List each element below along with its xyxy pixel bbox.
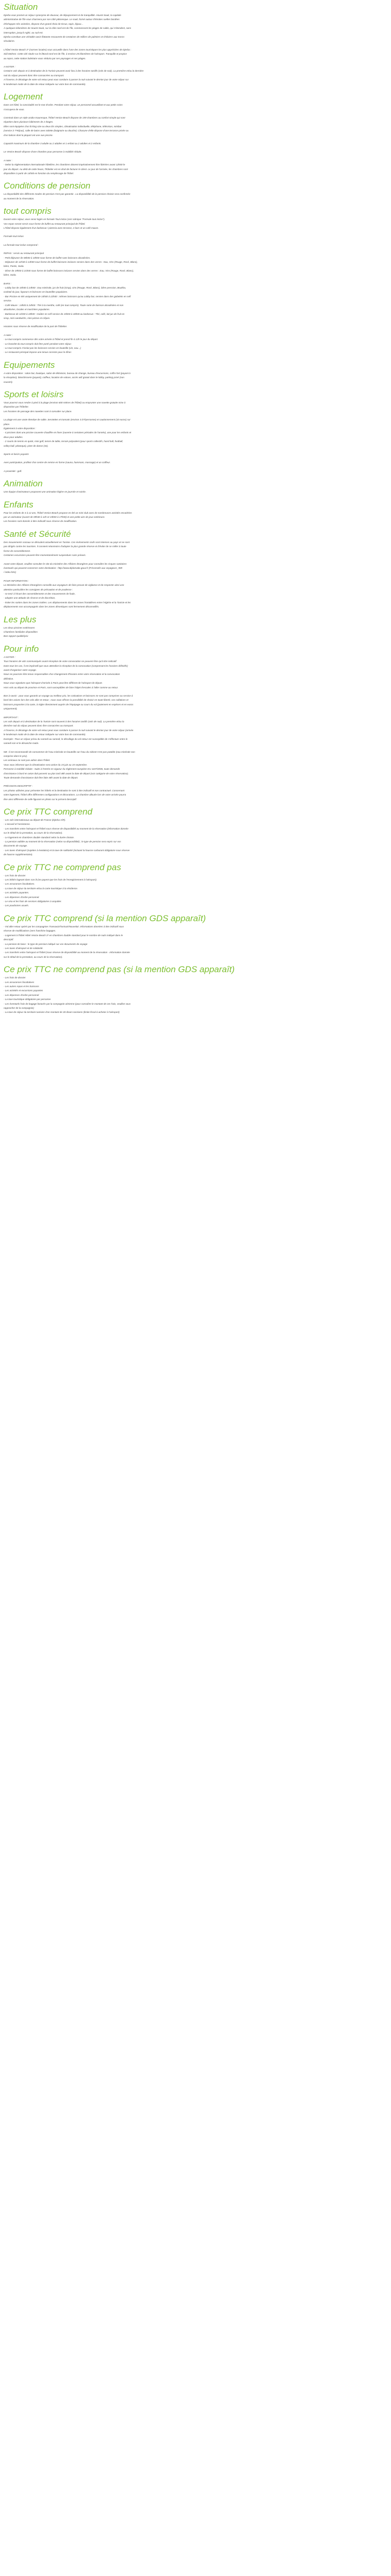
section-ce-prix-ttc-comprend: [4, 807, 387, 857]
paragraph-gap: [4, 320, 387, 325]
section-title: Enfants: [4, 499, 34, 510]
text-line: - adopter une attitude de réserve et de discrétion,: [4, 597, 56, 600]
text-line: dernière nuit du séjour peuvent donc être consacrées au transport.: [4, 724, 74, 727]
text-line: Tous horaires de vols communiqués avant réception de votre convocation ne peuvent être qu'à titre indicatif.: [4, 660, 117, 663]
text-line: Bon à savoir : pour vous garantir un voyage au meilleur prix, les cotisations et boissons ne sont pas comprises ou service à: [4, 694, 133, 698]
text-line: - La taxe de séjour du territoire et/ou la carte touristique à la résidence.: [4, 887, 78, 890]
text-line: - Selon la réglementation internationale hôtelière, les chambres doivent impérativement être libérées avant 12h00 le: [4, 163, 125, 166]
text-line: - Déjeuner de 12h30 à 14h00 sous forme de buffet boissons incluses servies dans des verres : Eau, Vins (Rouge, Rosé, Blanc),: [4, 261, 138, 264]
text-line: - Dîner de 19h00 à 21h00 sous forme de buffet boissons incluses servies dans des verres : Eau, Vins (Rouge, Rosé, Blanc),: [4, 269, 134, 272]
section-equipements: [4, 360, 387, 384]
text-line: Sidi Mahrez. Cette cité située sur le littoral nord-est de l'île, à environ 25 kilomètres de l'aéroport. Tranquille et propice: [4, 53, 127, 56]
text-line: disposition par l'hôtelier.: [4, 405, 29, 409]
section-les-plus: [4, 615, 387, 639]
section-title: Pour info: [4, 643, 39, 654]
text-line: - Les taxes d'aéroport (sujettes à évolution) et la taxe de solidarité (incluant la hausse carburant obligatoire sous réserve: [4, 849, 130, 852]
text-line: de hausse supplémentaire).: [4, 853, 33, 856]
paragraph-gap: [4, 61, 387, 65]
text-line: votre logement, l'hôtel offre différentes configurations et décorations. La chambre allouée lors de votre arrivée pourra: [4, 793, 126, 796]
text-line: - Bar Piscine en été uniquement de 10h00 à 22h00 : mêmes boissons qu'au Lobby bar, servies dans des gobelets en self: [4, 295, 131, 298]
text-line: La plage est une vaste étendue de sable. Serviettes et transats (environ 3 DT/personne) et cautionnement (10 euros) sur: [4, 418, 131, 421]
text-line: A l'inverse, le décalage de votre vol retour peut vous conduire à passer la nuit suivant le dernier jour de votre séjour (arrivée: [4, 728, 134, 732]
text-line: NB : il est recommandé de consommer de l'eau minérale en bouteille car l'eau du robinet n'est pas potable (eau minérale non: [4, 750, 135, 753]
text-line: - Les éventuels frais de bagage facturés par la compagnie aérienne (pour connaître le montant de ces frais, veuillez vous: [4, 1002, 131, 1005]
text-line: Vous pourrez vous rendre à pied à la plage (environ 600 mètres de l'hôtel) ou emprunter une navette gratuite mise à: [4, 401, 126, 404]
text-line: A proximité : golf.: [4, 469, 22, 472]
text-line: uniquement).: [4, 707, 18, 710]
paragraph-gap: [4, 230, 387, 234]
section-logement: [4, 92, 387, 176]
section-ce-prix-ttc-ne-comprend-pas: [4, 862, 387, 908]
text-line: - Le restaurant principal impose une tenue correcte pour le dîner.: [4, 351, 72, 354]
section-title: Equipements: [4, 360, 55, 370]
text-line: Les animaux ne sont pas admis dans l'hôtel.: [4, 759, 51, 762]
text-line: Les horaires sont donnés à titre indicatif sous réserve de modification.: [4, 520, 77, 523]
paragraph-gap: [4, 414, 387, 418]
text-line: A noter :: [4, 333, 13, 336]
section-title: Situation: [4, 2, 38, 12]
text-line: Vos repas seront servis sous forme de buffet au restaurant principal de l'hôtel.: [4, 222, 86, 225]
text-line: Horaires sous réserve de modification de la part de l'hôtelier.: [4, 325, 68, 328]
text-line: Djerba vous promet un séjour synonyme de douceur, de dépaysement et de tranquillité. Houmt Souk, la capitale: [4, 14, 121, 16]
text-line: A NOTER :: [4, 65, 15, 69]
text-line: - La taxe de séjour du territoire tunisien d'un montant de 30 dinars tunisiens (limite fiscal à acheter à l'aéroport): [4, 1011, 120, 1014]
text-line: au repos, cette station balnéaire vous séduira par ses paysages et ses plages.: [4, 57, 86, 60]
text-line: couvert).: [4, 380, 13, 383]
text-line: le lendemain matin de la date de retour indiquée sur votre bon de commande).: [4, 82, 86, 86]
text-line: avant d'organiser votre voyage.: [4, 669, 37, 671]
text-line: - se tenir à l'écart des rassemblements et des mouvements de foule,: [4, 592, 76, 595]
text-line: - Café Maure : 14h00 à 24h00 : Thé à la menthe, café (en tout compris). Toute sorte de boisson alcoolisées et non: [4, 303, 124, 307]
text-line: (service à ??€/jour), salle de bains avec toilette (baignoire ou douche). Chacune d'elle dispose d'une terrasse privée ou: [4, 129, 129, 132]
text-line: La disponibilité des différents modes de pension n'est pas garantie . La disponibilité de la pension choisie sera confirmée: [4, 193, 131, 196]
text-line: deux pour adultes.: [4, 435, 23, 438]
paragraph-gap: [4, 465, 387, 469]
text-line: - Petit déjeuner de 06h00 à 10h00 sous forme de buffet sans boissons alcoolisées.: [4, 256, 91, 259]
text-line: A NOTER :: [4, 655, 15, 658]
text-line: - Les vols internationaux au départ de France (Djerba A/R).: [4, 818, 66, 821]
text-line: - 2 courts de tennis en quick, mini golf, tennis de table, terrain polyvalent (pour sports collectifs, hand ball, football,: [4, 440, 123, 443]
text-line: descriptif.: [4, 938, 14, 941]
text-line: volley-ball, pétanque), piste de danse (4e).: [4, 444, 48, 447]
text-line: Capacité maximum de la chambre 3 adulte ou 2 adultes et 1 enfant ou 2 adultes et 2 enfants.: [4, 142, 102, 145]
text-line: nuit du séjour peuvent donc être consacrées au transport.: [4, 74, 64, 77]
text-line: - La pension validée au moment de la réservation (selon sa disponibilité) ; le type de pension sera repris sur vos: [4, 840, 121, 843]
text-line: Dans cet hôtel, la convivialité est le mot d'ordre. Pendant votre séjour, un personnel accueillant et aux petits soins: [4, 104, 123, 107]
text-line: - Les activités payantes.: [4, 891, 29, 894]
text-line: Les horaires de passage des navettes sont à consulter sur place.: [4, 410, 72, 413]
text-line: Djerba constitue une véritable oasis flottante recouverte de centaines de milliers de palmiers et d'oliviers aux troncs: [4, 36, 125, 39]
text-line: PRÉCISION DESCRIPTIF :: [4, 785, 33, 788]
text-line: - Le logement en chambres double standard selon la durée choisie.: [4, 836, 75, 839]
text-line: - Les taxes d'aéroport et de solidarité.: [4, 946, 43, 950]
text-line: Formule tout inclus: [4, 235, 24, 238]
paragraph-gap: [4, 746, 387, 750]
section-title: Santé et Sécurité: [4, 529, 71, 539]
paragraph-gap: [4, 558, 387, 562]
text-line: service.: [4, 299, 12, 302]
text-line: Les vols depuis et à destination de la Tunisie sont souvent à des horaires tardifs (vols de nuit). La première et/ou la: [4, 720, 124, 723]
text-line: - Le tout compris n'inclut pas les boissons servies en bouteille (vin, eau...): [4, 346, 81, 349]
text-line: / index.htm): [4, 571, 16, 574]
text-line: - Logement à l'hôtel Hôtel Venice Beach 3* en chambres double standard pour le nombre de nuits indiqué dans le: [4, 934, 123, 937]
section-title: Ce prix TTC ne comprend pas (si la mention GDS apparaît): [4, 964, 235, 975]
text-line: - Les assurances facultatives: [4, 980, 35, 984]
text-line: Les photos utilisées pour présenter les hôtels et la destination le sont à titre indicatif et non contractuel. Concernant: [4, 789, 125, 792]
text-line: Toute demande d'assistance doit être faite 48h avant la date de départ.: [4, 776, 78, 779]
text-line: - Les frais de dossier: [4, 976, 26, 979]
text-line: Exemple : Pour un séjour prévu du samedi au samedi, le décollage du vol retour est susceptible de s'effectuer entre le: [4, 737, 128, 740]
paragraph-gap: [4, 112, 387, 116]
text-line: Chambres familiales disponibles: [4, 630, 38, 633]
text-line: Le Venice Beach dispose d'une chambre pour personne à mobilité réduite.: [4, 150, 82, 154]
text-line: - L'accueil et l'assistance.: [4, 823, 30, 826]
section-conditions-de-pension: [4, 181, 387, 201]
text-line: Durant votre séjour, vous serez logés en formule Tout Inclus (voir rubrique "Formule tout inclus").: [4, 218, 105, 221]
text-line: interruption, jusqu'à Aghir, au sud-est.: [4, 31, 43, 34]
section-ce-prix-ttc-comprend-si-la-mention-gds-appara-t: [4, 913, 387, 959]
text-line: La formule tout inclus comprend :: [4, 243, 39, 246]
text-line: - Lobby bar de 10h00 à 24h00 : Eau minérale, jus de fruit (sirop), vins (Rouge, Rosé, Blanc), bière pression, Boukha,: [4, 286, 126, 290]
section-tout-compris: [4, 206, 387, 355]
paragraph-gap: [4, 575, 387, 579]
text-line: - Les frais de dossier: [4, 874, 26, 877]
text-line: par un animateur (ouvert de 09h30 à 12h et 15h00 à 17h00) et une petite aire de jeux extérieure.: [4, 516, 105, 519]
section-title: Sports et loisirs: [4, 389, 64, 399]
section-title: Conditions de pension: [4, 181, 91, 191]
section-title: Animation: [4, 479, 43, 489]
text-line: - Vol aller-retour opéré par les compagnies Transavia/Tunisair/Nouvelair. Informations données à titre indicatif sous: [4, 925, 124, 928]
text-line: d'un balcon dont la plupart ont une vue piscine.: [4, 133, 53, 137]
paragraph-gap: [4, 239, 387, 243]
text-line: - Les autres repas et les boissons: [4, 985, 39, 988]
text-line: - La pension de base : le type de pension indiqué sur vos documents de voyage: [4, 942, 88, 945]
text-line: attention particulière les consignes de précaution et de prudence :: [4, 588, 73, 591]
text-line: place.: [4, 422, 10, 426]
text-line: IMPORTANT :: [4, 716, 19, 719]
text-line: Nous ne pourrons être tenus responsables d'un changement d'horaire entre votre réservation et la convocation: [4, 673, 120, 676]
text-line: Hors vols au départ de province et Paris, sont susceptibles de faire l'objet d'escales à l'aller comme au retour.: [4, 686, 119, 689]
text-line: - Barbecue de 11h00 à 18h00 : Goûter en self service de 15h00 à 18h00 au barbecue : Thé, café, lait jus de fruit en: [4, 312, 125, 315]
text-line: déplacements non accompagnés dans les zones désertiques sont fermement déconseillés.: [4, 605, 100, 608]
section-situation: [4, 2, 387, 87]
text-line: forme de rassemblement.: [4, 549, 31, 552]
text-line: jour du départ. Au-delà de cette heure, l'hôtelier est en droit de facturer le client. Le jour de l'arrivée, les chambres sont: [4, 167, 128, 171]
text-line: samedi soir et le dimanche matin.: [4, 742, 39, 745]
text-line: documents de voyage.: [4, 844, 28, 848]
text-line: BARS :: [4, 282, 12, 285]
text-line: sur le détail de la prestation, au cours de la réservation).: [4, 832, 63, 835]
text-line: - Les transferts entre l'aéroport et l'hôtel (sous réserve de disponibilité au moment de la réservation - Information donnée: [4, 951, 130, 954]
section-title: Ce prix TTC ne comprend pas: [4, 862, 121, 872]
text-line: sirop, mini sandwichs, mini pizzas et crêpes.: [4, 316, 51, 319]
text-line: REPAS : servis au restaurant principal: [4, 252, 44, 255]
text-line: définitive.: [4, 677, 14, 680]
text-line: POUR INFORMATION :: [4, 579, 29, 582]
text-line: d'assistance à bord en avion doit parvenir au plus tard 48h avant la date de départ (voir catégorie de votre réservation).: [4, 772, 129, 775]
paragraph-gap: [4, 138, 387, 142]
text-line: Vous vous informez que la climatisation sera active du 15 juin au 15 septembre.: [4, 763, 88, 766]
paragraph-gap: [4, 448, 387, 452]
text-line: - Le tout compris commence dès votre arrivée à l'hôtel et prend fin à 12h le jour du départ.: [4, 338, 99, 341]
section-pour-info: [4, 644, 387, 802]
text-line: bord des avions lors des vols aller et retour ; nous vous offrons la possibilité de choisir en toute liberté, vos collations et: [4, 699, 128, 702]
text-line: boissons proposées à la carte, à régler directement auprès de l'équipage ou cours du vol (paiement en espèces et en euros: [4, 703, 134, 706]
text-line: Avant votre départ, veuillez consulter le site du ministère des Affaires étrangères pour connaître les risques sanitaires: [4, 562, 127, 565]
text-line: - Les assurances facultatives.: [4, 883, 35, 886]
text-line: s'occupera de vous.: [4, 108, 25, 111]
text-line: Des mouvements sociaux se déroulent actuellement en Tunisie. Ces événements civils sont intenses au pays et ne sont: [4, 540, 130, 544]
text-line: au moment de la réservation.: [4, 197, 35, 200]
text-line: L'hôtel dispose également d'un barbecue / pizzeria avec terrasse, 2 bars et un café maure.: [4, 227, 99, 229]
text-line: Elles sont équipées d'un lit king size ou deux lits simples, climatisation individuelle, téléphone, télévision, minibar: [4, 125, 122, 128]
section-sports-et-loisirs: [4, 389, 387, 473]
text-line: - Les activités et excursions payantes: [4, 989, 43, 992]
text-line: - Le visa et les frais de services obligatoires à acquitter.: [4, 900, 62, 903]
text-line: Sports et loisirs payants: [4, 453, 29, 456]
paragraph-gap: [4, 278, 387, 282]
section-title: tout compris: [4, 206, 52, 216]
text-line: d'échoppes très animées, dispose d'un grand choix de tissus, tapis, bijoux...: [4, 22, 84, 25]
text-line: Certains vols depuis et à destination de la Tunisie peuvent avoir lieu à des horaires tardifs (vols de nuit). La première et/ou la dernière: [4, 70, 144, 73]
text-line: séculaires.: [4, 40, 15, 43]
section-enfants: [4, 500, 387, 524]
text-line: Pour les enfants de 4 à 12 ans, l'hôtel Venice Beach propose en été un mini-club avec de nombreuses activités encadrées: [4, 511, 132, 514]
paragraph-gap: [4, 711, 387, 716]
text-line: - Les dépenses d'ordre personnel.: [4, 895, 40, 899]
text-line: alcoolisées, locales et marchées populaires.: [4, 308, 50, 311]
text-line: Une équipe d'animateurs proposent une animation légère en journée et soirée.: [4, 490, 86, 494]
text-line: - Les transferts entre l'aéroport et l'hôtel sous réserve de disponibilité au moment de la réservation (information donnée: [4, 827, 128, 830]
text-line: Le Ministère des Affaires Étrangères conseille aux voyageurs de faire preuve de vigilance et de respecter ainsi une: [4, 584, 124, 587]
text-line: A noter :: [4, 159, 13, 162]
section-ce-prix-ttc-ne-comprend-pas-si-la-mention-gds-appara-t: [4, 964, 387, 1015]
text-line: bière, Soda.: [4, 274, 17, 277]
text-line: administrative de l'île vous charmera par son côté pittoresque. Le souk, formé autour d'étroites ruelles bordées: [4, 18, 120, 21]
text-line: - La taxe touristique obligatoire par personne: [4, 998, 51, 1001]
paragraph-gap: [4, 247, 387, 251]
text-line: sur le détail de la prestation, au cours de la réservation).: [4, 955, 63, 958]
text-line: disponibles à partir de 14h00 en fonction du remplissage de l'hôtel.: [4, 172, 74, 175]
text-line: Certaines excursions peuvent être momentanément suspendues sans préavis.: [4, 554, 86, 557]
text-line: - 4 piscines dont une piscine couverte chauffée en hiver (ouverte à certaines périodes de l'année), une pour les enfants et: [4, 431, 132, 434]
text-line: éventuels qui peuvent concerner votre destination : http://www.diplomatie.gouv.fr (Fr/conseils aux voyageurs_909: [4, 566, 122, 569]
text-line: Dans tous les cas, il est impératif que vous attendiez la réception de la convocation (comprenant les horaires définitifs): [4, 664, 128, 667]
text-line: Bon rapport qualité/prix: [4, 635, 28, 638]
paragraph-gap: [4, 44, 387, 48]
text-line: - éviter les sorties dans les zones isolées. Les déplacements dans les zones frontalières entre l'Algérie et la Tunisie et les: [4, 601, 131, 604]
section-title: Ce prix TTC comprend: [4, 806, 92, 817]
text-line: - Le bracelet du tout compris doit être porté pendant votre séjour.: [4, 342, 72, 345]
text-line: le lendemain matin de la date de retour indiquée sur votre bon de commande).: [4, 733, 86, 736]
text-line: Les deux piscines extérieures: [4, 626, 35, 629]
section-sant-et-s-curit: [4, 529, 387, 609]
text-line: A votre disposition : salon bar, boutique, salon de télévision, bureau de change, bureau d'excursions, coffre fort (payant à: [4, 371, 131, 375]
paragraph-gap: [4, 146, 387, 150]
section-title: Ce prix TTC comprend (si la mention GDS apparaît): [4, 913, 206, 923]
text-line: réserve de modifications (vers franchise bagages.: [4, 929, 56, 933]
text-line: À quelques kilomètres de Houmt Souk, sur la côte nord-est de l'île, commencent les plages de sable, qui s'étendent, sans: [4, 27, 132, 30]
text-line: pas dirigés contre les touristes. Il convient néanmoins d'adopter la plus grande réserve et d'éviter de se mêler à toute: [4, 545, 126, 548]
text-line: comprise dans le prix).: [4, 754, 28, 757]
text-line: Nous vous signalons que l'aéroport d'arrivée à Paris peut être différent de l'aéroport de départ.: [4, 682, 103, 685]
text-line: A l'inverse, le décalage de votre vol retour peut vous conduire à passer la nuit suivant le dernier jour de votre séjour sur: [4, 78, 129, 81]
section-title: Les plus: [4, 614, 37, 624]
paragraph-gap: [4, 690, 387, 694]
paragraph-gap: [4, 329, 387, 333]
text-line: Également à votre disposition :: [4, 427, 36, 430]
text-line: L'hôtel Venice Beach 3* (normes locales) vous accueille dans l'une des zones touristiques les plus appréciées de Djerba :: [4, 48, 132, 51]
paragraph-gap: [4, 456, 387, 461]
section-animation: [4, 479, 387, 494]
text-line: la réception), blanchisserie (payant), coiffeur, location de voiture, accès wifi gratuit dans le lobby, parking privé (non: [4, 376, 124, 379]
text-line: Personne à mobilité réduite : Suite à l'entrée en vigueur du règlement européen EU 1107/2006, toute demande: [4, 768, 120, 771]
text-line: bière, Pastis, Soda.: [4, 265, 24, 268]
text-line: cocktail du jour, liqueurs et boissons en bouteilles populaires.: [4, 291, 68, 294]
text-line: - Les bébés logeant dans son lit (ne payent que les frais de l'enregistrement à l'aéroport).: [4, 878, 97, 882]
section-title: Logement: [4, 92, 43, 102]
text-line: Construit dans un style arabo-mauresque, l'hôtel Venice Beach dispose de 159 chambres au confort simple qui sont: [4, 116, 125, 119]
hotel-description-page: [0, 0, 391, 1025]
paragraph-gap: [4, 780, 387, 784]
text-line: - Les pourboires usuels.: [4, 904, 29, 907]
text-line: rapprocher de la compagnie): [4, 1006, 34, 1009]
text-line: Avec participation, profitez d'un centre de remise en forme (sauna, hammam, massage) et un coiffeur.: [4, 461, 111, 464]
paragraph-gap: [4, 155, 387, 159]
text-line: - Les dépenses d'ordre personnel: [4, 993, 39, 996]
text-line: réparties dans plusieurs bâtiments de 2 étages.: [4, 121, 54, 124]
text-line: être ainsi différente de celle figurant en photo sur le présent descriptif.: [4, 798, 77, 801]
